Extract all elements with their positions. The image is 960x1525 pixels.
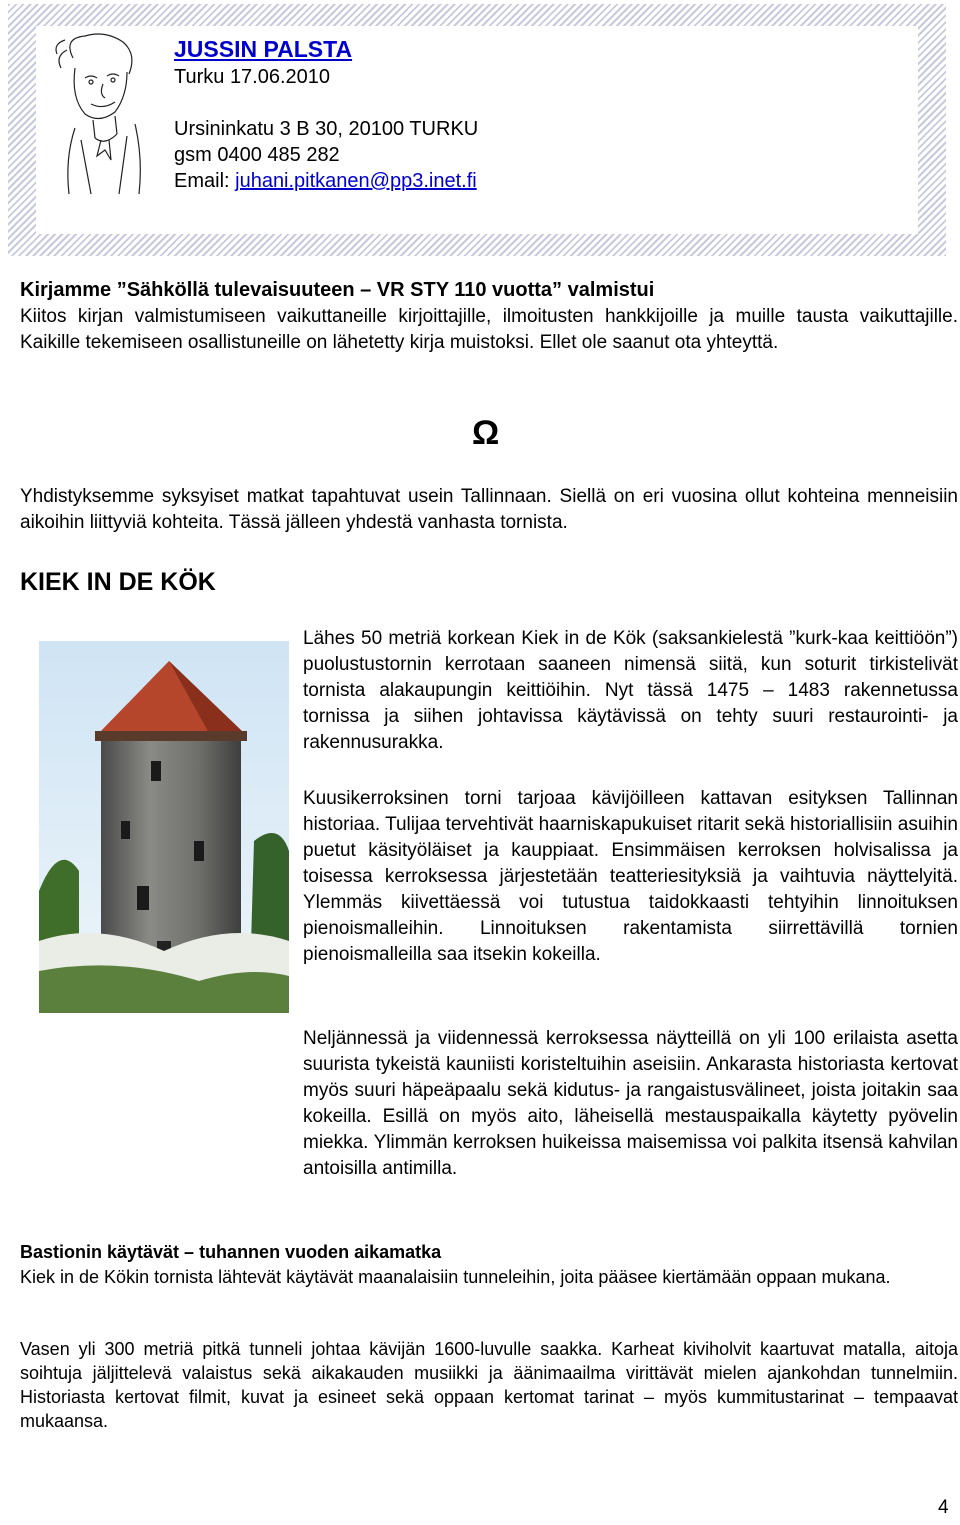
bastion-heading: Bastionin käytävät – tuhannen vuoden aikamatka bbox=[20, 1242, 442, 1262]
page-number: 4 bbox=[938, 1497, 949, 1518]
email-label: Email: bbox=[174, 170, 236, 192]
intro-body: Kiitos kirjan valmistumiseen vaikuttaneille kirjoittajille, ilmoitusten hankkijoille ja muille tausta vaikuttajille. Kaikille tekemiseen osallistuneille on lähetetty kirja muistoksi. Ellet ole saanut ota yhteyttä. bbox=[20, 306, 958, 353]
column-title: JUSSIN PALSTA bbox=[174, 36, 353, 62]
date-line: Turku 17.06.2010 bbox=[174, 66, 331, 88]
email-line bbox=[174, 168, 478, 194]
tower-paragraph-1: Lähes 50 metriä korkean Kiek in de Kök (saksankielestä ”kurk-kaa keittiöön”) puolustustornin kerrotaan saaneen nimensä siitä, kun soturit tirkistelivät tornista alakaupungin keittiöihin. Nyt tässä 1475 – 1483 rakennetussa tornissa ja siihen johtavissa käytävissä on tehty suuri restaurointi- ja rakennusurakka. bbox=[303, 628, 958, 753]
phone-line: gsm 0400 485 282 bbox=[174, 144, 340, 166]
tower-heading: KIEK IN DE KÖK bbox=[20, 568, 216, 596]
bastion-paragraph-1: Kiek in de Kökin tornista lähtevät käytävät maanalaisiin tunneleihin, joita pääsee kiertämään oppaan mukana. bbox=[20, 1267, 891, 1287]
bastion-paragraph-2: Vasen yli 300 metriä pitkä tunneli johtaa kävijän 1600-luvulle saakka. Karheat kiviholvit kaartuvat matalla, aitoja soihtuja jäljittelevä valaistus sekä aikakauden musiikki ja äänimaailma virittävät mielen ajankohdan tunnelmiin. Historiasta kertovat filmit, kuvat ja esineet sekä oppaan kertomat tarinat – myös kummitustarinat – tempaavat mukaansa. bbox=[20, 1339, 958, 1431]
address-line: Ursininkatu 3 B 30, 20100 TURKU bbox=[174, 118, 479, 140]
intro-heading: Kirjamme ”Sähköllä tulevaisuuteen – VR STY 110 vuotta” valmistui bbox=[20, 279, 655, 301]
header-text bbox=[174, 34, 478, 194]
tower-photo bbox=[39, 641, 289, 1013]
separator-omega: Ω bbox=[472, 414, 500, 452]
email-link[interactable]: juhani.pitkanen@pp3.inet.fi bbox=[235, 170, 477, 192]
tower-paragraph-2: Kuusikerroksinen torni tarjoaa kävijöilleen kattavan esityksen Tallinnan historiaa. Tulijaa tervehtivät haarniskapukuiset ritarit sekä historiallisiin asuihin puetut käsityöläiset ja kauppiaat. Ensimmäisen kerroksen holvisalissa ja toisessa kerroksessa järjestetään teatteriesityksiä ja vaihtuvia näyttelyitä. Ylemmäs kiivettäessä voi tutustua taidokkaasti tehtyihin linnoituksen pienoismalleihin. Linnoituksen rakentamista siirrettävillä tornien pienoismalleilla saa itsekin kokeilla. bbox=[303, 788, 958, 965]
trips-body: Yhdistyksemme syksyiset matkat tapahtuvat usein Tallinnaan. Siellä on eri vuosina ollut kohteina menneisiin aikoihin liittyviä kohteita. Tässä jälleen yhdestä vanhasta tornista. bbox=[20, 486, 958, 533]
portrait-sketch bbox=[45, 28, 145, 196]
tower-paragraph-3: Neljännessä ja viidennessä kerroksessa näytteillä on yli 100 erilaista asetta suurista tykeistä kauniisti koristeltuihin aseisiin. Ankarasta historiasta kertovat myös suuri häpeäpaalu sekä kidutus- ja rangaistusvälineet, joista joitakin saa kokeilla. Esillä on myös aito, läheisellä mestauspaikalla käytetty pyövelin miekka. Ylimmän kerroksen huikeissa maisemissa voi palkita itsensä kahvilan antoisilla antimilla. bbox=[303, 1028, 958, 1179]
